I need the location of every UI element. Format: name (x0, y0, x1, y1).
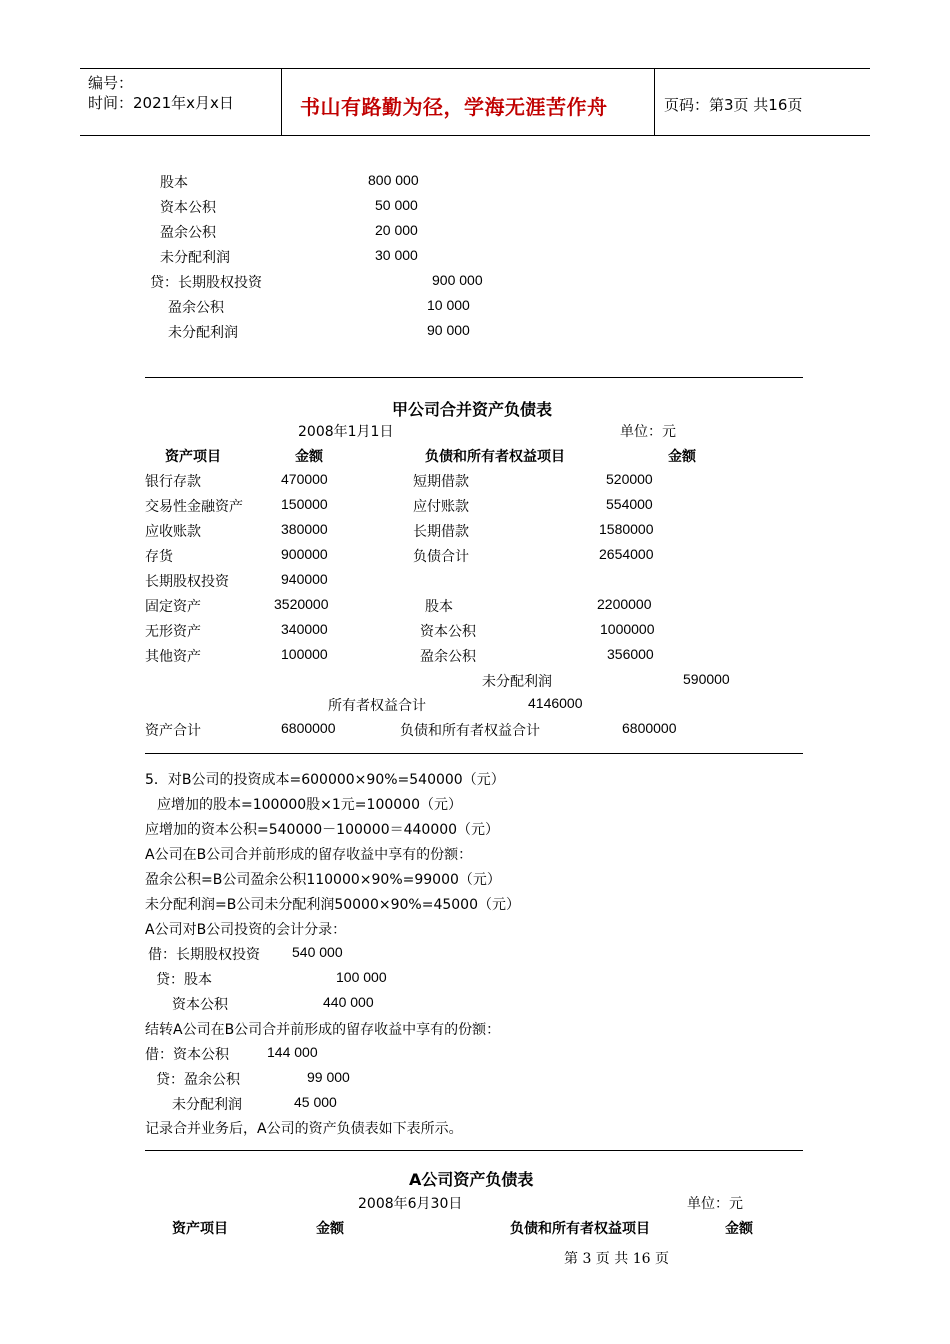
table1-row-liab: 短期借款 (413, 474, 469, 490)
entry2-credit2-label: 资本公积 (172, 997, 228, 1013)
entry2-credit2-amount: 440 000 (323, 994, 374, 1010)
table1-row-liab: 股本 (425, 599, 453, 615)
table1-row-liab-amount: 554000 (606, 496, 653, 512)
table1-liab-total-amount: 6800000 (622, 720, 677, 736)
table1-row-asset: 长期股权投资 (145, 574, 229, 590)
header-motto: 书山有路勤为径，学海无涯苦作舟 (300, 95, 608, 119)
entry1-amount-0: 800 000 (368, 172, 419, 188)
entry1-amount-3: 30 000 (375, 247, 418, 263)
section5-line-1: 5．对B公司的投资成本=600000×90%=540000（元） (145, 772, 505, 788)
table2-header-liab: 负债和所有者权益项目 (510, 1221, 650, 1237)
entry3-credit-label: 贷：盈余公积 (156, 1072, 240, 1088)
table1-row-asset: 应收账款 (145, 524, 201, 540)
table1-header-asset: 资产项目 (165, 449, 221, 465)
table1-header-liab-amount: 金额 (668, 449, 696, 465)
table1-row-asset-amount: 340000 (281, 621, 328, 637)
table1-row-asset-amount: 940000 (281, 571, 328, 587)
table1-row-asset: 银行存款 (145, 474, 201, 490)
section5-line-5: 盈余公积=B公司盈余公积110000×90%=99000（元） (145, 872, 501, 888)
footer-page-number: 第 3 页 共 16 页 (564, 1251, 669, 1267)
header-time-label: 时间：2021年x月x日 (88, 94, 234, 112)
entry1-credit-amount-2: 90 000 (427, 322, 470, 338)
table2-header-asset-amount: 金额 (316, 1221, 344, 1237)
table1-row-liab: 应付账款 (413, 499, 469, 515)
table1-row-asset-amount: 380000 (281, 521, 328, 537)
table1-row-liab-amount: 520000 (606, 471, 653, 487)
entry1-credit-amount: 900 000 (432, 272, 483, 288)
table1-row-liab-amount: 1000000 (600, 621, 655, 637)
entry1-label-0: 股本 (160, 175, 188, 191)
table2-title: A公司资产负债表 (409, 1170, 534, 1189)
table1-header-asset-amount: 金额 (295, 449, 323, 465)
table1-row-asset: 其他资产 (145, 649, 201, 665)
entry1-credit-label-1: 盈余公积 (168, 300, 224, 316)
entry1-amount-1: 50 000 (375, 197, 418, 213)
section5-line-3: 应增加的资本公积=540000－100000＝440000（元） (145, 822, 500, 838)
table1-row-liab: 负债合计 (413, 549, 469, 565)
header-page-label: 页码：第3页 共16页 (664, 96, 803, 114)
separator-rule (145, 1150, 803, 1151)
table2-header-asset: 资产项目 (172, 1221, 228, 1237)
table1-header-liab: 负债和所有者权益项目 (425, 449, 565, 465)
entry3-credit2-label: 未分配利润 (172, 1097, 242, 1113)
section5-line-4: A公司在B公司合并前形成的留存收益中享有的份额： (145, 847, 473, 863)
table1-row-liab-amount: 1580000 (599, 521, 654, 537)
entry2-debit-amount: 540 000 (292, 944, 343, 960)
entry1-credit-label: 贷：长期股权投资 (150, 275, 262, 291)
table1-asset-total-amount: 6800000 (281, 720, 336, 736)
header-bottom-rule (80, 135, 870, 136)
table1-row-liab: 长期借款 (413, 524, 469, 540)
header-divider-right (654, 68, 655, 136)
table1-retained-label: 未分配利润 (482, 674, 552, 690)
entry2-credit-label: 贷：股本 (156, 972, 212, 988)
table1-row-asset-amount: 150000 (281, 496, 328, 512)
header-top-rule (80, 68, 870, 69)
entry1-label-3: 未分配利润 (160, 250, 230, 266)
table1-equity-total-label: 所有者权益合计 (328, 698, 426, 714)
entry1-label-1: 资本公积 (160, 200, 216, 216)
table1-row-liab: 盈余公积 (420, 649, 476, 665)
table1-row-asset: 无形资产 (145, 624, 201, 640)
table1-row-asset: 固定资产 (145, 599, 201, 615)
entry3-credit2-amount: 45 000 (294, 1094, 337, 1110)
table1-date: 2008年1月1日 (298, 424, 394, 440)
table1-row-asset-amount: 3520000 (274, 596, 329, 612)
section5-line-2: 应增加的股本=100000股×1元=100000（元） (157, 797, 462, 813)
entry3-debit-label: 借：资本公积 (145, 1047, 229, 1063)
section5-line-6: 未分配利润=B公司未分配利润50000×90%=45000（元） (145, 897, 520, 913)
table2-unit: 单位：元 (687, 1196, 743, 1212)
table1-row-asset: 存货 (145, 549, 173, 565)
section5-transfer-line: 结转A公司在B公司合并前形成的留存收益中享有的份额： (145, 1022, 501, 1038)
table2-header-liab-amount: 金额 (725, 1221, 753, 1237)
table1-row-asset: 交易性金融资产 (145, 499, 243, 515)
entry1-label-2: 盈余公积 (160, 225, 216, 241)
table1-equity-total-amount: 4146000 (528, 695, 583, 711)
entry1-amount-2: 20 000 (375, 222, 418, 238)
table1-row-liab-amount: 2200000 (597, 596, 652, 612)
table1-asset-total-label: 资产合计 (145, 723, 201, 739)
table1-row-liab-amount: 356000 (607, 646, 654, 662)
table1-row-liab-amount: 2654000 (599, 546, 654, 562)
entry3-credit-amount: 99 000 (307, 1069, 350, 1085)
table1-title: 甲公司合并资产负债表 (392, 400, 553, 419)
entry2-credit-amount: 100 000 (336, 969, 387, 985)
table1-retained-amount: 590000 (683, 671, 730, 687)
table2-date: 2008年6月30日 (358, 1196, 463, 1212)
table1-unit: 单位：元 (620, 424, 676, 440)
entry1-credit-amount-1: 10 000 (427, 297, 470, 313)
table1-row-asset-amount: 470000 (281, 471, 328, 487)
entry1-credit-label-2: 未分配利润 (168, 325, 238, 341)
entry2-debit-label: 借：长期股权投资 (148, 947, 260, 963)
table1-row-liab: 资本公积 (420, 624, 476, 640)
table1-row-asset-amount: 100000 (281, 646, 328, 662)
table1-row-asset-amount: 900000 (281, 546, 328, 562)
section5-closing-line: 记录合并业务后，A公司的资产负债表如下表所示。 (145, 1121, 463, 1137)
entry3-debit-amount: 144 000 (267, 1044, 318, 1060)
separator-rule (145, 377, 803, 378)
section5-line-7: A公司对B公司投资的会计分录： (145, 922, 347, 938)
header-divider-left (281, 68, 282, 136)
table1-liab-total-label: 负债和所有者权益合计 (400, 723, 540, 739)
separator-rule (145, 753, 803, 754)
header-number-label: 编号： (88, 74, 134, 92)
